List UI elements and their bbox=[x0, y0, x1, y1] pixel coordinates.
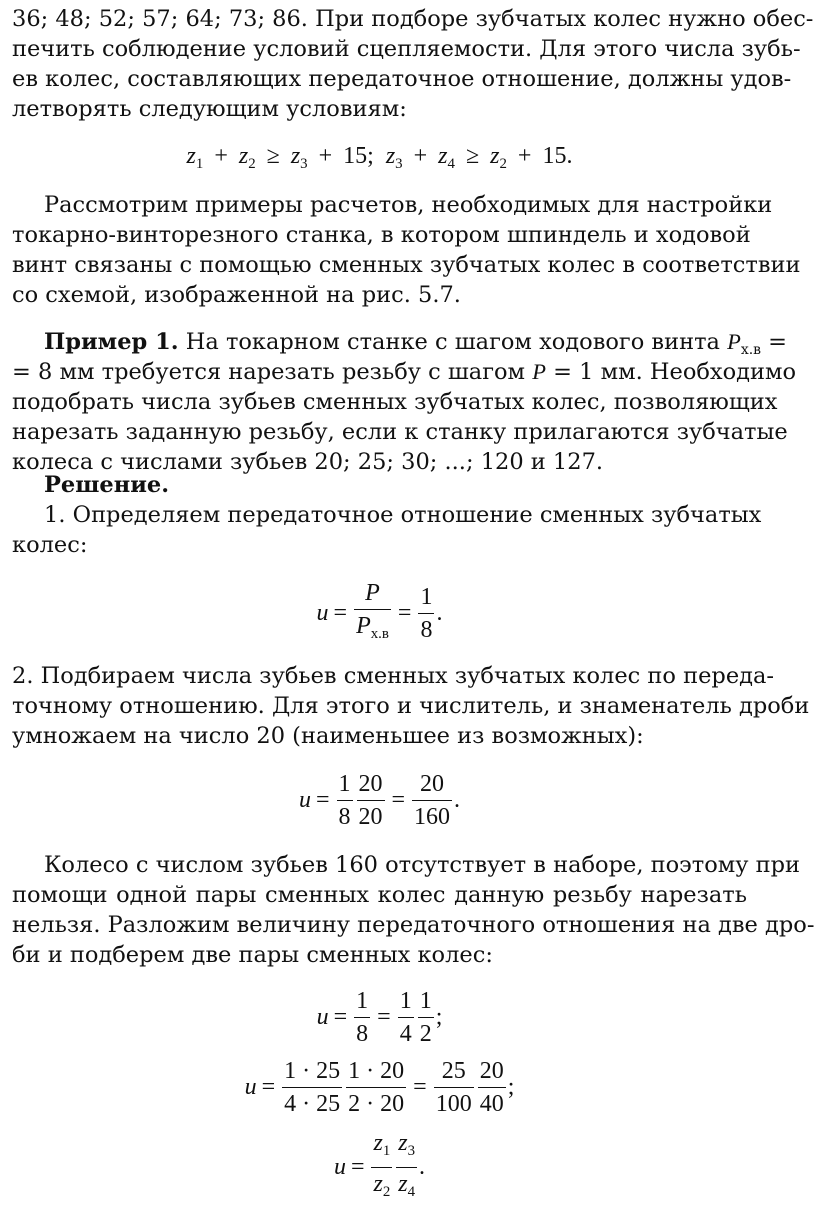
example-line: = 8 мм требуется нарезать резьбу с шагом P = 1 мм. Необходимо bbox=[12, 359, 797, 385]
text-line: со схемой, изображенной на рис. 5.7. bbox=[12, 282, 461, 308]
text-line: нарезать заданную резьбу, если к станку прилагаются зубчатые bbox=[12, 419, 788, 445]
ratio-formula-4: u = $\frac{1 \cdot 25}{4 \cdot 25}$ $\frac{1 \cdot 20}{2 \cdot 20}$ = $\frac{25}{100}$ $\frac{20}{40}$ ; bbox=[12, 1055, 747, 1120]
example-label: Пример 1. bbox=[44, 329, 179, 355]
text-line: 1. Определяем передаточное отношение сменных зубчатых bbox=[44, 502, 762, 528]
text-line: умножаем на число 20 (наименьшее из возможных): bbox=[12, 723, 644, 749]
text-line: ев колес, составляющих передаточное отношение, должны удов- bbox=[12, 66, 792, 92]
text-line: би и подберем две пары сменных колес: bbox=[12, 942, 493, 968]
text-line: колес: bbox=[12, 532, 88, 558]
text-line: летворять следующим условиям: bbox=[12, 96, 407, 122]
example-line: Пример 1. На токарном станке с шагом ходового винта $P_{х.в}$ = bbox=[44, 329, 787, 358]
ratio-formula: u = $\frac{P}{P_{х.в}}$ = $\frac{1}{8}$ . bbox=[12, 577, 747, 650]
text-line: нельзя. Разложим величину передаточного отношения на две дро- bbox=[12, 912, 814, 938]
text-line: 2. Подбираем числа зубьев сменных зубчатых колес по переда- bbox=[12, 663, 775, 689]
text-line: печить соблюдение условий сцепляемости. Для этого числа зубь- bbox=[12, 36, 801, 62]
text-line: помощи одной пары сменных колес данную резьбу нарезать bbox=[12, 882, 747, 908]
text-line: 36; 48; 52; 57; 64; 73; 86. При подборе зубчатых колес нужно обес- bbox=[12, 6, 814, 32]
text-line: колеса с числами зубьев 20; 25; 30; ...; 120 и 127. bbox=[12, 449, 604, 475]
text-line: Колесо с числом зубьев 160 отсутствует в наборе, поэтому при bbox=[44, 852, 801, 878]
ratio-formula-2: u = $\frac{1}{8}$ $\frac{20}{20}$ = $\frac{20}{160}$ . bbox=[12, 768, 747, 833]
text-line: токарно-винторезного станка, в котором шпиндель и ходовой bbox=[12, 222, 751, 248]
ratio-formula-3: u = $\frac{1}{8}$ = $\frac{1}{4}$ $\frac{1}{2}$ ; bbox=[12, 985, 747, 1050]
text-line: подобрать числа зубьев сменных зубчатых колес, позволяющих bbox=[12, 389, 778, 415]
ratio-formula-5: u = $\frac{z_1}{z_2}$ $\frac{z_3}{z_4}$ . bbox=[12, 1127, 747, 1208]
condition-formula: $z_1 + z_2 \ge z_3 + 15$; $z_3 + z_4 \ge z_2 + 15$. bbox=[186, 143, 573, 173]
text-line: винт связаны с помощью сменных зубчатых колес в соответствии bbox=[12, 252, 801, 278]
text-line: точному отношению. Для этого и числитель, и знаменатель дроби bbox=[12, 693, 810, 719]
solution-heading: Решение. bbox=[44, 472, 170, 498]
text-line: Рассмотрим примеры расчетов, необходимых для настройки bbox=[44, 192, 773, 218]
